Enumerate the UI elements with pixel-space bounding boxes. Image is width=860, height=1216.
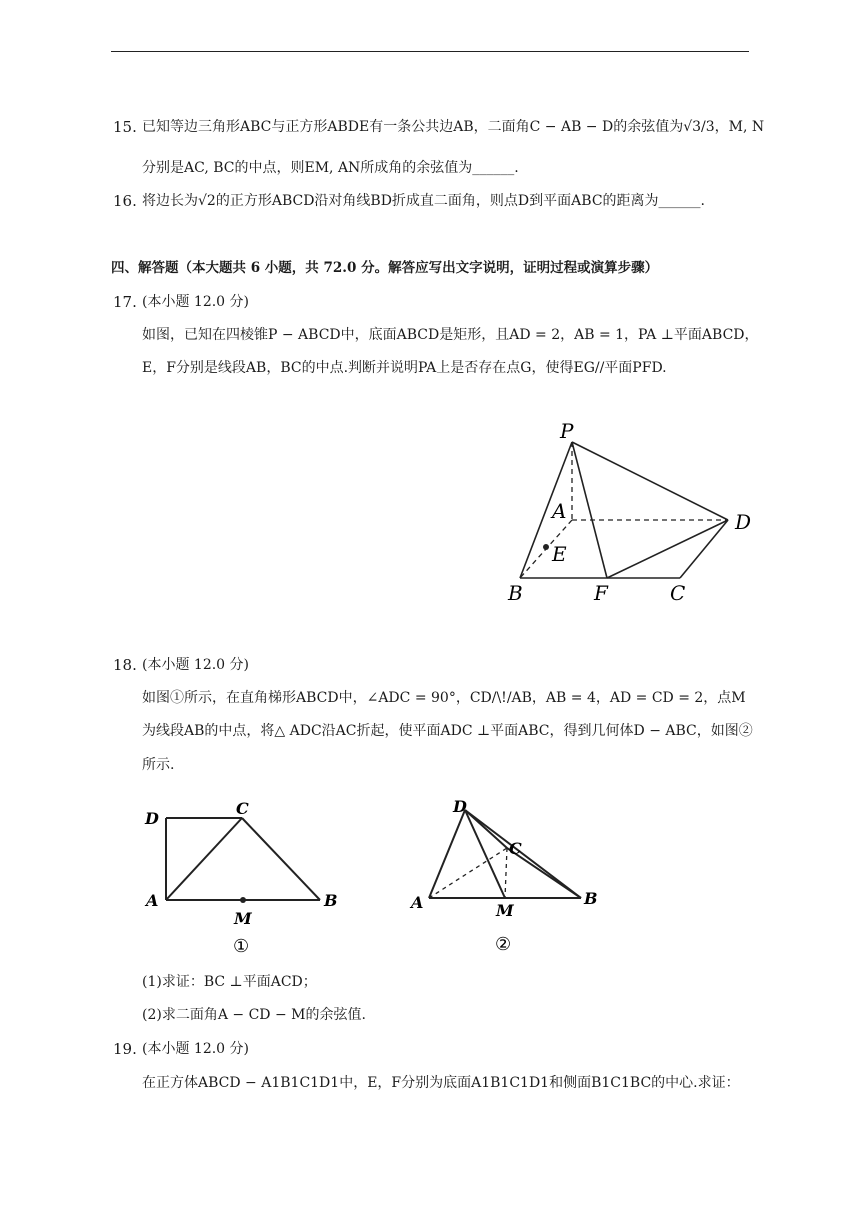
q19-number: 19.: [113, 1040, 137, 1058]
label-c: C: [670, 581, 686, 605]
q18-figure-1: [140, 800, 360, 960]
q17-pyramid-figure: [490, 410, 770, 610]
q18-number: 18.: [113, 656, 137, 674]
fig2-label-d: D: [453, 797, 467, 816]
q15-line2: 分别是AC, BC的中点，则EM, AN所成角的余弦值为______.: [142, 160, 519, 176]
q17-score: (本小题 12.0 分): [142, 294, 249, 310]
q18-line3: 所示.: [142, 757, 175, 773]
fig2-label-b: B: [584, 889, 598, 908]
q17-line2: E，F分别是线段AB，BC的中点.判断并说明PA上是否存在点G，使得EG//平面PFD.: [142, 360, 667, 376]
q19-score: (本小题 12.0 分): [142, 1041, 249, 1057]
q18-score: (本小题 12.0 分): [142, 657, 249, 673]
point-m-dot: [240, 897, 246, 903]
q18-part2: (2)求二面角A − CD − M的余弦值.: [142, 1007, 366, 1023]
q15-number: 15.: [113, 118, 137, 136]
fig1-label-b: B: [324, 891, 338, 910]
fig1-label-m: M: [234, 909, 252, 928]
label-p: P: [560, 419, 574, 443]
q17-line1: 如图，已知在四棱锥P − ABCD中，底面ABCD是矩形，且AD = 2，AB = 1，PA ⊥平面ABCD，: [142, 327, 759, 343]
section-heading: 四、解答题（本大题共 6 小题，共 72.0 分。解答应写出文字说明，证明过程或演算步骤）: [111, 260, 659, 276]
q17-number: 17.: [113, 293, 137, 311]
fig2-caption: ②: [495, 934, 512, 955]
label-f: F: [594, 581, 608, 605]
label-d: D: [735, 510, 752, 534]
q16-number: 16.: [113, 192, 137, 210]
fig2-label-a: A: [411, 893, 424, 912]
q18-line1: 如图①所示，在直角梯形ABCD中，∠ADC = 90°，CD/\!/AB，AB = 4，AD = CD = 2，点M: [142, 690, 746, 706]
fig1-label-a: A: [146, 891, 159, 910]
label-b: B: [508, 581, 523, 605]
fig1-label-d: D: [145, 809, 159, 828]
label-a: A: [552, 499, 567, 523]
q18-line2: 为线段AB的中点，将△ ADC沿AC折起，使平面ADC ⊥平面ABC，得到几何体D − ABC，如图②: [142, 723, 753, 739]
fig1-label-c: C: [236, 800, 249, 818]
fig1-caption: ①: [233, 936, 250, 957]
q18-part1: (1)求证：BC ⊥平面ACD；: [142, 974, 317, 990]
header-rule: [111, 51, 749, 52]
point-e-dot: [543, 544, 549, 550]
q18-figure-2: [405, 790, 615, 960]
fig2-label-m: M: [496, 901, 514, 920]
q16-text: 将边长为√2的正方形ABCD沿对角线BD折成直二面角，则点D到平面ABC的距离为______.: [142, 193, 705, 209]
q19-line1: 在正方体ABCD − A1B1C1D1中，E，F分别为底面A1B1C1D1和侧面B1C1BC的中心.求证：: [142, 1075, 740, 1091]
q15-line1: 已知等边三角形ABC与正方形ABDE有一条公共边AB，二面角C − AB − D的余弦值为√3/3，M, N: [142, 119, 765, 135]
fig2-label-c: C: [509, 839, 522, 858]
label-e: E: [552, 542, 567, 566]
